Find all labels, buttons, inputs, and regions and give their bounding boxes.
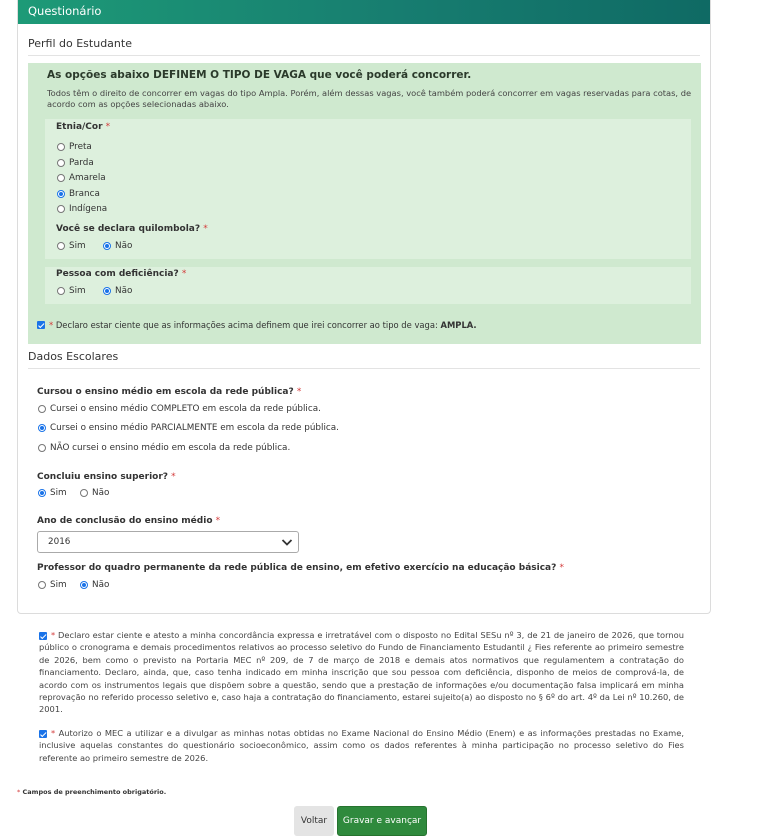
superior-option-nao[interactable]: Não	[80, 488, 109, 498]
etnia-option-preta[interactable]: Preta	[57, 142, 92, 152]
checkbox-checked[interactable]	[37, 321, 45, 329]
deficiencia-group	[45, 267, 691, 304]
radio-indicator[interactable]	[80, 489, 88, 497]
rede-publica-option-parcial[interactable]: Cursei o ensino médio PARCIALMENTE em escola da rede pública.	[38, 423, 339, 433]
etnia-group	[45, 119, 691, 259]
rede-publica-option-completo[interactable]: Cursei o ensino médio COMPLETO em escola da rede pública.	[38, 404, 321, 414]
enem-authorization-text: * Autorizo o MEC a utilizar e a divulgar as minhas notas obtidas no Exame Nacional do Ensino Médio (Enem) e as informações prestadas no Exame, inclusive aquelas constantes do questionário socioeconômico, assim como os dados referentes à minha participação no processo seletivo do Fies referente ao primeiro semestre de 2026.	[39, 728, 684, 763]
perfil-section-title: Perfil do Estudante	[28, 37, 132, 50]
card-header: Questionário	[18, 0, 710, 24]
vaga-type-panel	[28, 63, 701, 344]
quilombola-label: Você se declara quilombola? *	[56, 224, 208, 234]
etnia-option-branca[interactable]: Branca	[57, 189, 100, 199]
save-and-continue-button[interactable]: Gravar e avançar	[337, 806, 427, 836]
superior-label: Concluiu ensino superior? *	[37, 472, 176, 482]
deficiencia-option-nao[interactable]: Não	[103, 286, 132, 296]
vaga-confirm-checkbox[interactable]	[37, 320, 477, 330]
ano-conclusao-value: 2016	[48, 537, 71, 547]
vaga-banner-description: Todos têm o direito de concorrer em vagas do tipo Ampla. Porém, além dessas vagas, você também poderá concorrer em vagas reservadas para cotas, de acordo com as opções selecionadas abaixo.	[47, 88, 692, 109]
etnia-option-parda[interactable]: Parda	[57, 158, 94, 168]
radio-indicator[interactable]	[57, 205, 65, 213]
radio-indicator-selected[interactable]	[80, 581, 88, 589]
radio-indicator[interactable]	[57, 174, 65, 182]
radio-indicator[interactable]	[38, 581, 46, 589]
deficiencia-option-sim[interactable]: Sim	[57, 286, 86, 296]
radio-indicator[interactable]	[38, 405, 46, 413]
vaga-banner-title: As opções abaixo DEFINEM O TIPO DE VAGA que você poderá concorrer.	[47, 69, 472, 81]
superior-option-sim[interactable]: Sim	[38, 488, 67, 498]
rede-publica-label: Cursou o ensino médio em escola da rede pública? *	[37, 387, 302, 397]
quilombola-option-nao[interactable]: Não	[103, 241, 132, 251]
escolares-section-title: Dados Escolares	[28, 350, 119, 363]
quilombola-option-sim[interactable]: Sim	[57, 241, 86, 251]
back-button[interactable]: Voltar	[294, 806, 334, 836]
radio-indicator-selected[interactable]	[103, 242, 111, 250]
professor-label: Professor do quadro permanente da rede pública de ensino, em efetivo exercício na educação básica? *	[37, 563, 564, 573]
professor-option-sim[interactable]: Sim	[38, 580, 67, 590]
radio-indicator[interactable]	[57, 242, 65, 250]
radio-indicator-selected[interactable]	[103, 287, 111, 295]
etnia-option-amarela[interactable]: Amarela	[57, 173, 106, 183]
required-fields-note: * Campos de preenchimento obrigatório.	[17, 788, 167, 796]
chevron-down-icon	[281, 537, 293, 547]
etnia-label: Etnia/Cor *	[56, 122, 111, 132]
radio-indicator[interactable]	[57, 287, 65, 295]
etnia-option-indigena[interactable]: Indígena	[57, 204, 107, 214]
divider	[28, 368, 700, 369]
divider	[28, 55, 700, 56]
vaga-confirm-text: * Declaro estar ciente que as informações acima definem que irei concorrer ao tipo de vaga: AMPLA.	[49, 320, 477, 330]
ano-conclusao-label: Ano de conclusão do ensino médio *	[37, 516, 221, 526]
rede-publica-option-nao[interactable]: NÃO cursei o ensino médio em escola da rede pública.	[38, 443, 290, 453]
questionnaire-card	[17, 0, 711, 614]
ano-conclusao-select[interactable]	[37, 531, 299, 553]
radio-indicator[interactable]	[57, 143, 65, 151]
radio-indicator-selected[interactable]	[38, 489, 46, 497]
vaga-type-value: AMPLA.	[440, 320, 477, 330]
radio-indicator-selected[interactable]	[57, 190, 65, 198]
radio-indicator-selected[interactable]	[38, 424, 46, 432]
professor-option-nao[interactable]: Não	[80, 580, 109, 590]
radio-indicator[interactable]	[38, 444, 46, 452]
radio-indicator[interactable]	[57, 159, 65, 167]
deficiencia-label: Pessoa com deficiência? *	[56, 269, 187, 279]
edital-agreement-text: * Declaro estar ciente e atesto a minha concordância expressa e irretratável com o disposto no Edital SESu nº 3, de 21 de janeiro de 2026, que tornou público o cronograma e demais procedimentos relativos ao processo seletivo do Fundo de Financiamento Estudantil ¿ Fies referente ao primeiro semestre de 2026, bem como o previsto na Portaria MEC nº 209, de 7 de março de 2018 e demais atos normativos que regulamentem a contratação do financiamento. Declaro, ainda, que, caso tenha indicado em minha inscrição que sou pessoa com deficiência, disponho de meios de comprová-la, de acordo com os instrumentos legais que dispõem sobre a questão, sendo que a prestação de informações e/ou documentação falsa implicará em minha reprovação no referido processo seletivo e, caso haja a contratação do financiamento, estarei sujeito(a) ao disposto no § 6º do art. 4º da Lei nº 10.260, de 2001.	[39, 630, 684, 715]
